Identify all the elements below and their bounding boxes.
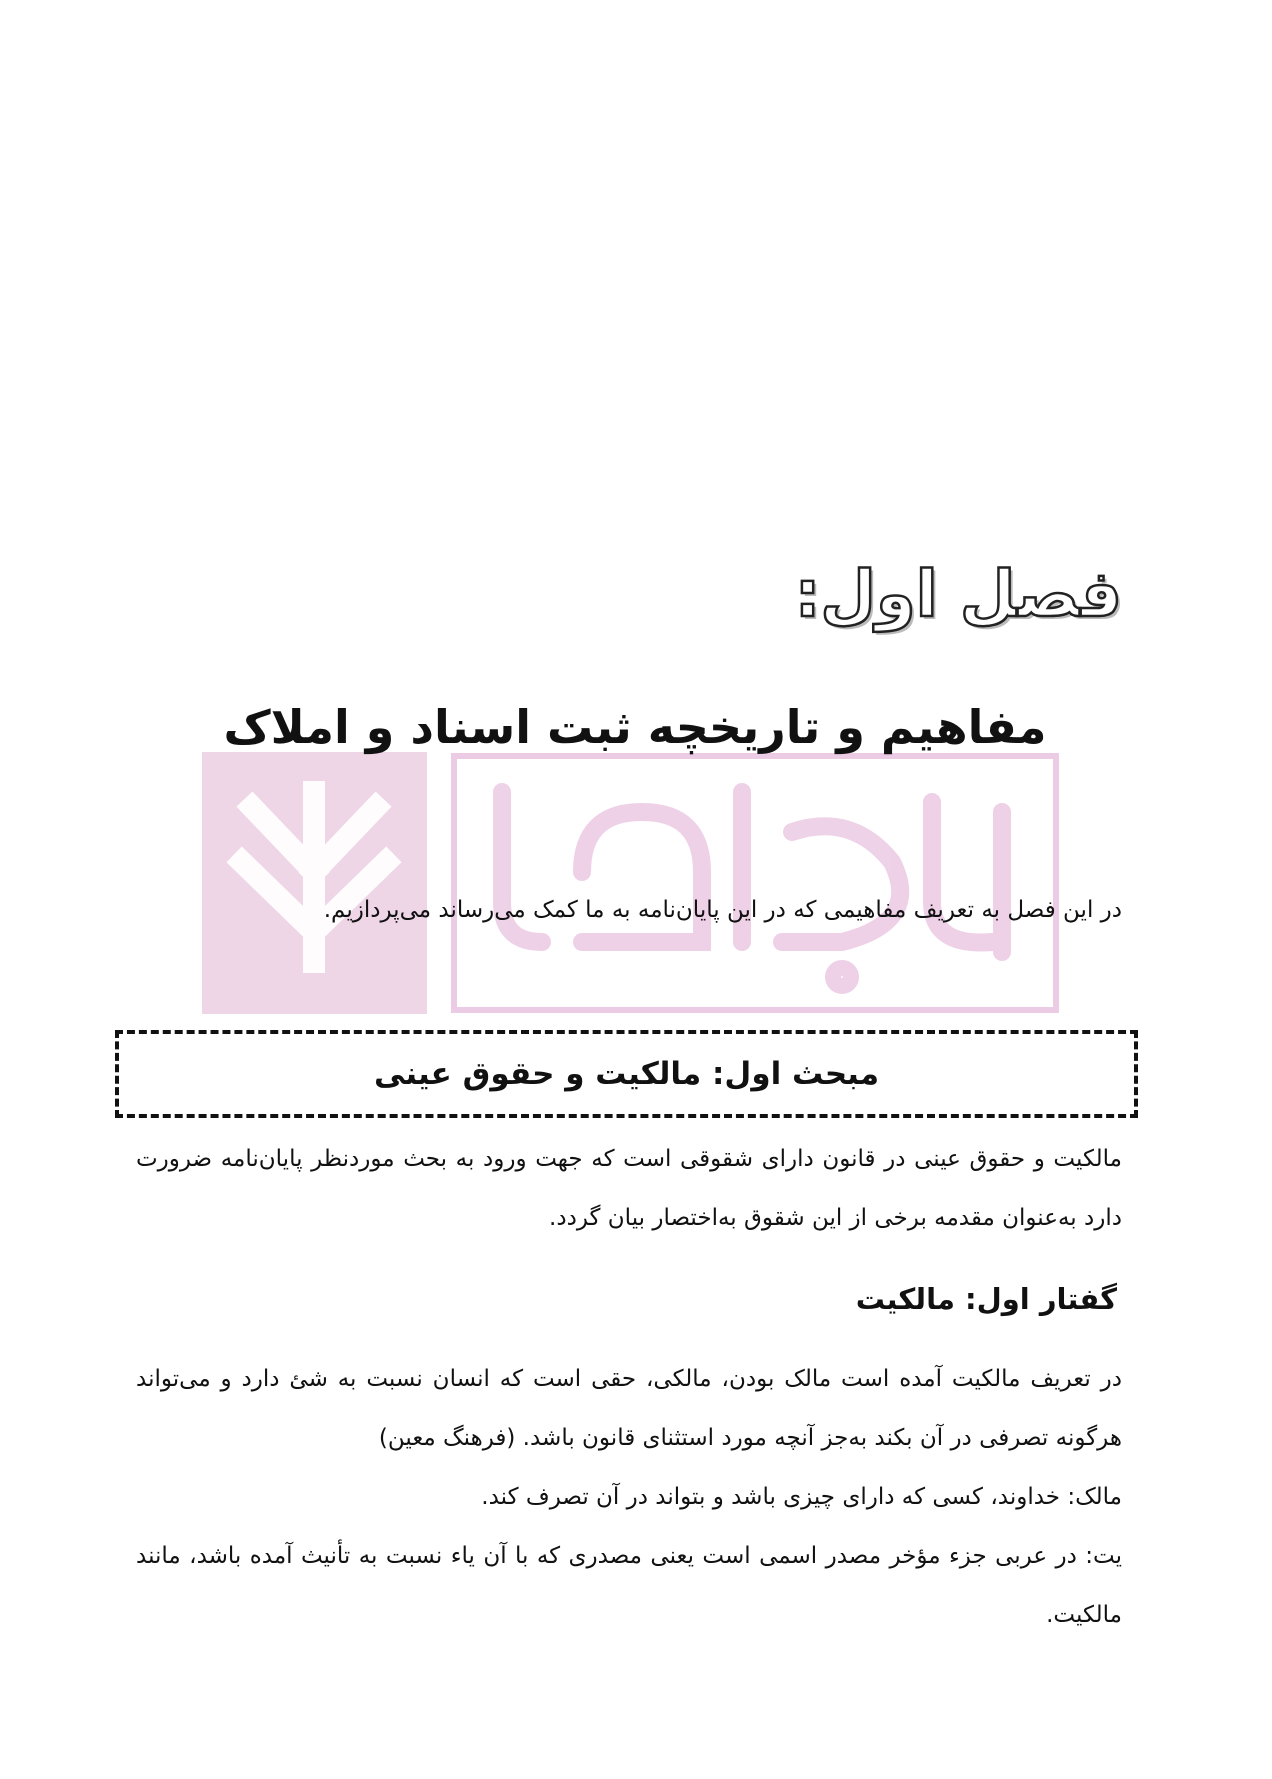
section-heading-box: [115, 1030, 1138, 1118]
section-paragraph: مالکیت و حقوق عینی در قانون دارای شقوقی است که جهت ورود به بحث موردنظر پایان‌نامه ضرورت دارد به‌عنوان مقدمه برخی از این شقوق به‌اختصار بیان گردد.: [136, 1146, 1122, 1231]
paragraph-suffix: یت: در عربی جزء مؤخر مصدر اسمی است یعنی مصدری که با آن یاء نسبت به تأنیث آمده باشد، مانند مالکیت.: [136, 1543, 1122, 1628]
watermark-logo: [202, 752, 1060, 1014]
chapter-subtitle: مفاهیم و تاریخچه ثبت اسناد و املاک: [223, 700, 1047, 754]
watermark-frame: [454, 756, 1056, 1010]
watermark-letterforms: [502, 792, 1002, 985]
section-title: مبحث اول: مالکیت و حقوق عینی: [373, 1056, 880, 1092]
subsection-body: [136, 1350, 1122, 1645]
paragraph-definition: در تعریف مالکیت آمده است مالک بودن، مالکی، حقی است که انسان نسبت به شئ دارد و می‌تواند هرگونه تصرفی در آن بکند به‌جز آنچه مورد استثنای قانون باشد. (فرهنگ معین): [136, 1366, 1122, 1451]
chapter-intro: در این فصل به تعریف مفاهیمی که در این پایان‌نامه به ما کمک می‌رساند می‌پردازیم.: [323, 897, 1122, 923]
paragraph-malek: مالک: خداوند، کسی که دارای چیزی باشد و بتواند در آن تصرف کند.: [481, 1484, 1122, 1510]
chapter-title: فصل اول:: [794, 558, 1122, 632]
subsection-title: گفتار اول: مالکیت: [855, 1282, 1117, 1316]
